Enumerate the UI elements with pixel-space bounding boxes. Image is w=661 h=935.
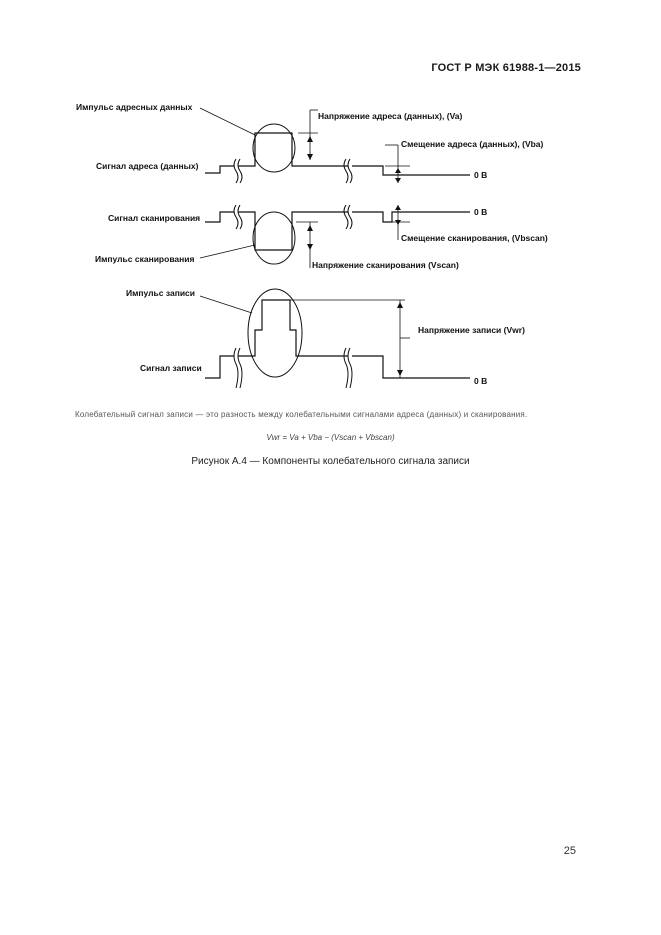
address-pulse-label: Импульс адресных данных: [76, 102, 193, 112]
write-pulse-ellipse: [248, 289, 302, 377]
document-header: ГОСТ Р МЭК 61988-1—2015: [431, 62, 581, 74]
address-bias-label: Смещение адреса (данных), (Vba): [401, 139, 544, 149]
scan-bias-label: Смещение сканирования, (Vbscan): [401, 233, 548, 243]
formula: Vwr = Va + Vba − (Vscan + Vbscan): [266, 433, 395, 442]
write-signal-waveform: [205, 300, 470, 378]
scan-signal-waveform: [205, 212, 470, 250]
zero-volt-label-3: 0 В: [474, 376, 488, 386]
figure-caption: Рисунок А.4 — Компоненты колебательного сигнала записи: [191, 456, 470, 467]
zero-volt-label-2: 0 В: [474, 207, 488, 217]
address-pulse-ellipse: [253, 124, 295, 172]
write-pulse-label: Импульс записи: [126, 288, 196, 298]
page-number: 25: [563, 845, 576, 857]
scan-signal-label: Сигнал сканирования: [108, 213, 201, 223]
waveform-figure: [0, 0, 661, 400]
figure-note: Колебательный сигнал записи — это разность между колебательными сигналами адреса (данных) и сканирования.: [75, 410, 528, 419]
scan-voltage-label: Напряжение сканирования (Vscan): [312, 260, 459, 270]
zero-volt-label-1: 0 В: [474, 170, 488, 180]
address-voltage-label: Напряжение адреса (данных), (Va): [318, 111, 463, 121]
scan-pulse-label: Импульс сканирования: [95, 254, 195, 264]
scan-pulse-ellipse: [253, 212, 295, 264]
write-voltage-label: Напряжение записи (Vwr): [418, 325, 525, 335]
write-signal-label: Сигнал записи: [140, 363, 202, 373]
address-signal-label: Сигнал адреса (данных): [96, 161, 199, 171]
